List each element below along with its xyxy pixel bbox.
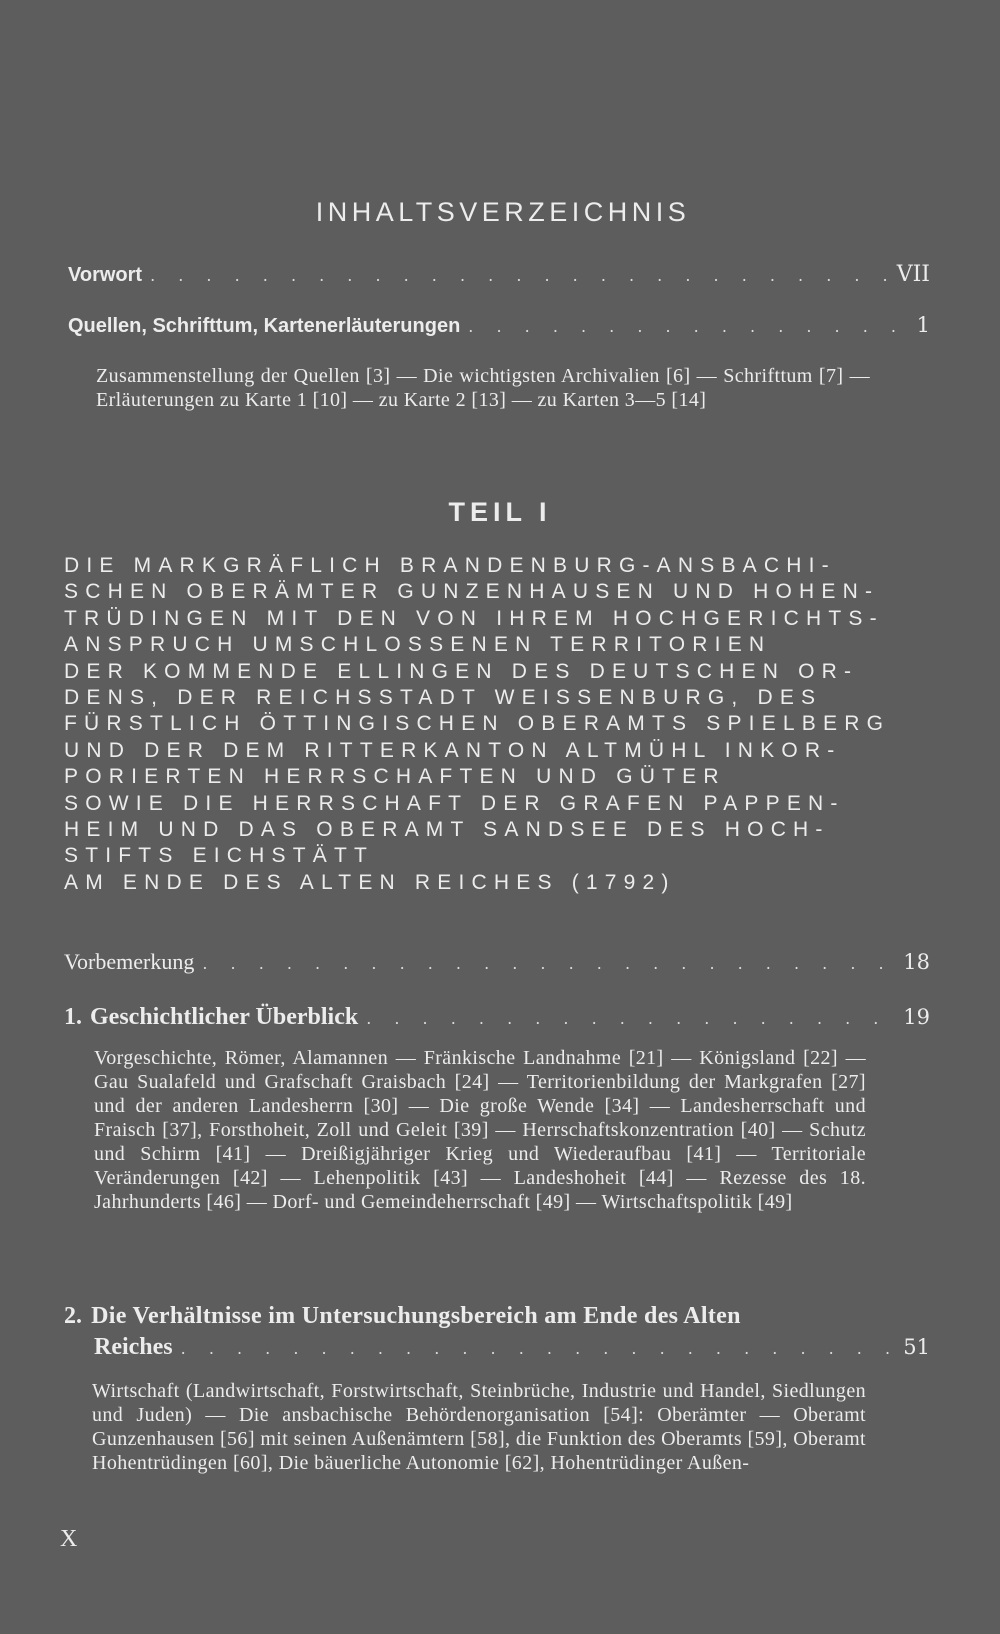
section-number: 2.	[64, 1303, 82, 1329]
toc-page-number: 51	[903, 1335, 930, 1359]
toc-detail-section-2: Wirtschaft (Landwirtschaft, Forstwirtschaft, Steinbrüche, Industrie und Handel, Siedlungen und Juden) — Die ansbachische Behördenorganisation [54]: Oberämter — Oberamt Gunzenhausen [56] mit seinen Außenämtern [58], die Funktion des Oberamts [59], Oberamt Hohentrüdingen [60], Die bäuerliche Autonomie [62], Hohentrüdinger Außen-	[92, 1380, 866, 1474]
part-subtitle-line: DER KOMMENDE ELLINGEN DES DEUTSCHEN OR-	[64, 659, 859, 683]
toc-page-number: VII	[896, 262, 930, 287]
toc-detail-section-1: Vorgeschichte, Römer, Alamannen — Fränkische Landnahme [21] — Königsland [22] — Gau Sualafeld und Grafschaft Graisbach [24] — Territorienbildung der Markgrafen [27] und der anderen Landesherrn [30] — Die große Wende [34] — Landesherrschaft und Fraisch [37], Forsthoheit, Zoll und Geleit [39] — Herrschaftskonzentration [40] — Schutz und Schirm [41] — Dreißigjähriger Krieg und Wiederaufbau [41] — Territoriale Veränderungen [42] — Lehenpolitik [43] — Landeshoheit [44] — Rezesse des 18. Jahrhunderts [46] — Dorf- und Gemeindeherrschaft [49] — Wirtschaftspolitik [49]	[94, 1047, 866, 1213]
leader-dots	[181, 1339, 896, 1358]
toc-entry-vorwort[interactable]	[68, 262, 930, 287]
section-title-continued: Reiches	[94, 1334, 173, 1360]
part-subtitle-line: HEIM UND DAS OBERAMT SANDSEE DES HOCH-	[64, 818, 830, 842]
section-title: Geschichtlicher Überblick	[90, 1004, 359, 1030]
toc-entry-section-1[interactable]	[64, 1004, 930, 1031]
toc-label: Quellen, Schrifttum, Kartenerläuterungen	[68, 315, 461, 337]
toc-page-number: 19	[903, 1005, 930, 1029]
toc-entry-section-2-line1[interactable]	[64, 1303, 870, 1330]
part-subtitle-line: FÜRSTLICH ÖTTINGISCHEN OBERAMTS SPIELBERG	[64, 712, 891, 736]
part-subtitle-line: ANSPRUCH UMSCHLOSSENEN TERRITORIEN	[64, 633, 772, 657]
section-number: 1.	[64, 1004, 82, 1030]
part-subtitle-line: DIE MARKGRÄFLICH BRANDENBURG-ANSBACHI-	[64, 554, 836, 577]
part-subtitle-line: PORIERTEN HERRSCHAFTEN UND GÜTER	[64, 765, 726, 789]
leader-dots	[150, 266, 889, 285]
leader-dots	[366, 1009, 895, 1028]
part-subtitle-line: TRÜDINGEN MIT DEN VON IHREM HOCHGERICHTS-	[64, 606, 884, 630]
toc-detail-quellen: Zusammenstellung der Quellen [3] — Die wichtigsten Archivalien [6] — Schrifttum [7] — Erläuterungen zu Karte 1 [10] — zu Karte 2 [13] — zu Karten 3—5 [14]	[96, 365, 870, 411]
toc-entry-section-2[interactable]	[94, 1334, 930, 1361]
part-subtitle-line: AM ENDE DES ALTEN REICHES (1792)	[64, 870, 676, 894]
toc-page-number: 1	[916, 313, 930, 337]
page-heading: INHALTSVERZEICHNIS	[315, 197, 691, 227]
part-subtitle-line: DENS, DER REICHSSTADT WEISSENBURG, DES	[64, 686, 823, 710]
section-title: Die Verhältnisse im Untersuchungsbereich am Ende des Alten	[91, 1303, 741, 1329]
toc-entry-quellen[interactable]	[68, 313, 930, 338]
leader-dots	[468, 317, 908, 336]
part-subtitle-line: UND DER DEM RITTERKANTON ALTMÜHL INKOR-	[64, 738, 842, 762]
part-subtitle	[64, 553, 891, 896]
part-subtitle-line: SCHEN OBERÄMTER GUNZENHAUSEN UND HOHEN-	[64, 580, 880, 604]
leader-dots	[202, 954, 895, 973]
part-subtitle-line: STIFTS EICHSTÄTT	[64, 844, 375, 868]
folio: X	[60, 1526, 78, 1552]
toc-page-number: 18	[903, 950, 930, 974]
part-subtitle-line: SOWIE DIE HERRSCHAFT DER GRAFEN PAPPEN-	[64, 791, 845, 815]
part-title: TEIL I	[448, 497, 552, 527]
toc-entry-vorbemerkung[interactable]	[64, 949, 930, 975]
toc-label: Vorbemerkung	[64, 949, 195, 974]
toc-label: Vorwort	[68, 264, 143, 286]
